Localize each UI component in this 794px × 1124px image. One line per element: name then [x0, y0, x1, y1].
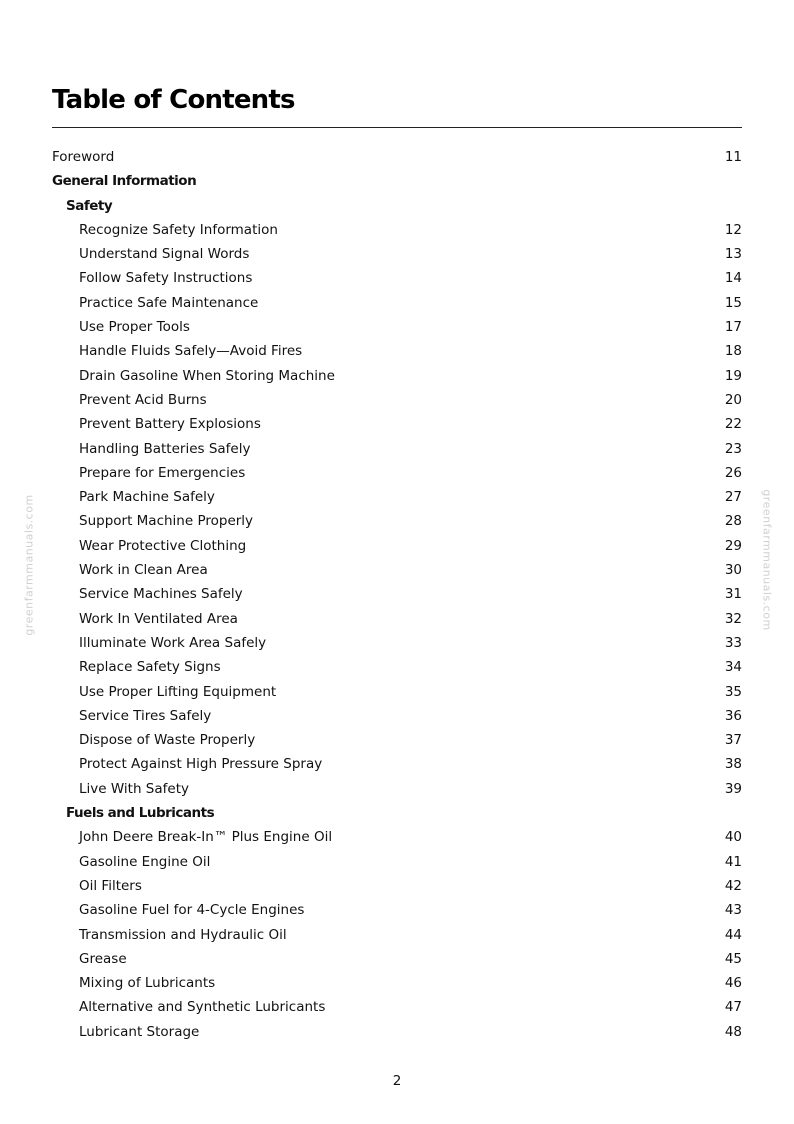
toc-entry[interactable] [52, 315, 742, 339]
table-of-contents [52, 145, 742, 1044]
toc-entry[interactable] [52, 607, 742, 631]
toc-entry-label: Use Proper Tools [79, 319, 190, 336]
watermark-left: greenfarmmanuals.com [22, 494, 36, 636]
toc-entry-label: Transmission and Hydraulic Oil [79, 926, 287, 943]
toc-entry-page-number: 43 [724, 902, 742, 919]
toc-entry-label: Fuels and Lubricants [66, 805, 215, 822]
toc-entry[interactable] [52, 242, 742, 266]
toc-entry[interactable] [52, 898, 742, 922]
toc-entry-label: Handle Fluids Safely—Avoid Fires [79, 343, 303, 360]
toc-entry-page-number: 39 [724, 780, 742, 797]
toc-entry[interactable] [52, 534, 742, 558]
toc-entry-label: John Deere Break-In™ Plus Engine Oil [79, 829, 333, 846]
toc-entry[interactable] [52, 995, 742, 1019]
toc-entry-page-number: 28 [724, 513, 742, 530]
toc-entry-label: Oil Filters [79, 877, 142, 894]
toc-entry-label: Mixing of Lubricants [79, 975, 216, 992]
toc-entry-label: Support Machine Properly [79, 513, 254, 530]
toc-entry-page-number: 42 [724, 877, 742, 894]
toc-entry-page-number: 48 [724, 1023, 742, 1040]
toc-entry-label: Drain Gasoline When Storing Machine [79, 367, 335, 384]
toc-entry[interactable] [52, 388, 742, 412]
page-title: Table of Contents [52, 85, 295, 115]
toc-entry-page-number: 46 [724, 975, 742, 992]
toc-entry-page-number: 13 [724, 246, 742, 263]
toc-entry-label: Foreword [52, 149, 115, 165]
toc-entry-label: Understand Signal Words [79, 246, 250, 263]
toc-entry-page-number: 47 [724, 999, 742, 1016]
toc-entry[interactable] [52, 923, 742, 947]
toc-entry[interactable] [52, 947, 742, 971]
toc-entry-page-number: 19 [724, 367, 742, 384]
toc-entry[interactable] [52, 850, 742, 874]
toc-entry-page-number: 15 [724, 294, 742, 311]
toc-entry-label: Prepare for Emergencies [79, 464, 246, 481]
toc-entry-label: Protect Against High Pressure Spray [79, 756, 323, 773]
toc-entry-label: Practice Safe Maintenance [79, 294, 259, 311]
toc-entry-label: Work in Clean Area [79, 562, 208, 579]
toc-entry-page-number: 45 [724, 950, 742, 967]
toc-entry-label: Safety [66, 197, 113, 214]
toc-entry[interactable] [52, 364, 742, 388]
toc-entry[interactable] [52, 631, 742, 655]
toc-entry-page-number: 11 [724, 149, 742, 165]
toc-entry-label: Use Proper Lifting Equipment [79, 683, 277, 700]
toc-entry-label: Replace Safety Signs [79, 659, 221, 676]
toc-entry[interactable] [52, 1020, 742, 1044]
toc-entry-label: Work In Ventilated Area [79, 610, 238, 627]
toc-entry[interactable] [52, 752, 742, 776]
toc-entry-label: Service Machines Safely [79, 586, 243, 603]
toc-entry-page-number: 36 [724, 707, 742, 724]
toc-entry-page-number: 27 [724, 489, 742, 506]
toc-entry-label: Lubricant Storage [79, 1023, 200, 1040]
toc-entry-page-number: 29 [724, 537, 742, 554]
toc-entry-label: Handling Batteries Safely [79, 440, 251, 457]
toc-entry[interactable] [52, 291, 742, 315]
toc-entry[interactable] [52, 461, 742, 485]
toc-entry[interactable] [52, 558, 742, 582]
toc-entry[interactable] [52, 509, 742, 533]
toc-section-heading [52, 801, 742, 825]
toc-entry[interactable] [52, 412, 742, 436]
toc-entry-label: Prevent Battery Explosions [79, 416, 261, 433]
toc-entry-page-number: 20 [724, 391, 742, 408]
toc-entry[interactable] [52, 680, 742, 704]
toc-entry[interactable] [52, 218, 742, 242]
toc-entry-page-number: 23 [724, 440, 742, 457]
toc-entry[interactable] [52, 704, 742, 728]
toc-entry-label: General Information [52, 173, 197, 190]
toc-entry-page-number: 38 [724, 756, 742, 773]
toc-section-heading [52, 169, 742, 193]
toc-entry[interactable] [52, 728, 742, 752]
toc-entry[interactable] [52, 582, 742, 606]
title-divider [52, 127, 742, 128]
toc-entry-page-number: 12 [724, 221, 742, 238]
toc-entry[interactable] [52, 145, 742, 169]
toc-section-heading [52, 194, 742, 218]
toc-entry-page-number: 33 [724, 634, 742, 651]
toc-entry-page-number: 41 [724, 853, 742, 870]
toc-entry-page-number: 14 [724, 270, 742, 287]
page-number: 2 [392, 1073, 402, 1089]
toc-entry-page-number: 31 [724, 586, 742, 603]
toc-entry-page-number: 35 [724, 683, 742, 700]
toc-entry-page-number: 34 [724, 659, 742, 676]
toc-entry-page-number: 44 [724, 926, 742, 943]
toc-entry-page-number: 22 [724, 416, 742, 433]
toc-entry-label: Live With Safety [79, 780, 189, 797]
toc-entry-page-number: 17 [724, 319, 742, 336]
toc-entry-page-number: 30 [724, 562, 742, 579]
toc-entry-label: Wear Protective Clothing [79, 537, 247, 554]
toc-entry-label: Dispose of Waste Properly [79, 732, 256, 749]
toc-entry[interactable] [52, 485, 742, 509]
watermark-right: greenfarmmanuals.com [760, 489, 774, 631]
toc-entry-page-number: 40 [724, 829, 742, 846]
toc-entry-page-number: 26 [724, 464, 742, 481]
toc-entry[interactable] [52, 971, 742, 995]
toc-entry[interactable] [52, 825, 742, 849]
toc-entry-page-number: 18 [724, 343, 742, 360]
toc-entry[interactable] [52, 437, 742, 461]
toc-entry-label: Follow Safety Instructions [79, 270, 253, 287]
toc-entry-label: Recognize Safety Information [79, 221, 278, 238]
toc-entry-label: Gasoline Engine Oil [79, 853, 211, 870]
toc-entry[interactable] [52, 339, 742, 363]
toc-entry[interactable] [52, 874, 742, 898]
toc-entry-label: Grease [79, 950, 127, 967]
toc-entry-label: Service Tires Safely [79, 707, 212, 724]
toc-entry-label: Alternative and Synthetic Lubricants [79, 999, 326, 1016]
toc-entry-page-number: 32 [724, 610, 742, 627]
toc-entry[interactable] [52, 777, 742, 801]
toc-entry[interactable] [52, 655, 742, 679]
toc-entry-page-number: 37 [724, 732, 742, 749]
toc-entry-label: Park Machine Safely [79, 489, 215, 506]
toc-entry-label: Gasoline Fuel for 4-Cycle Engines [79, 902, 305, 919]
toc-entry[interactable] [52, 266, 742, 290]
toc-entry-label: Prevent Acid Burns [79, 391, 207, 408]
toc-entry-label: Illuminate Work Area Safely [79, 634, 267, 651]
